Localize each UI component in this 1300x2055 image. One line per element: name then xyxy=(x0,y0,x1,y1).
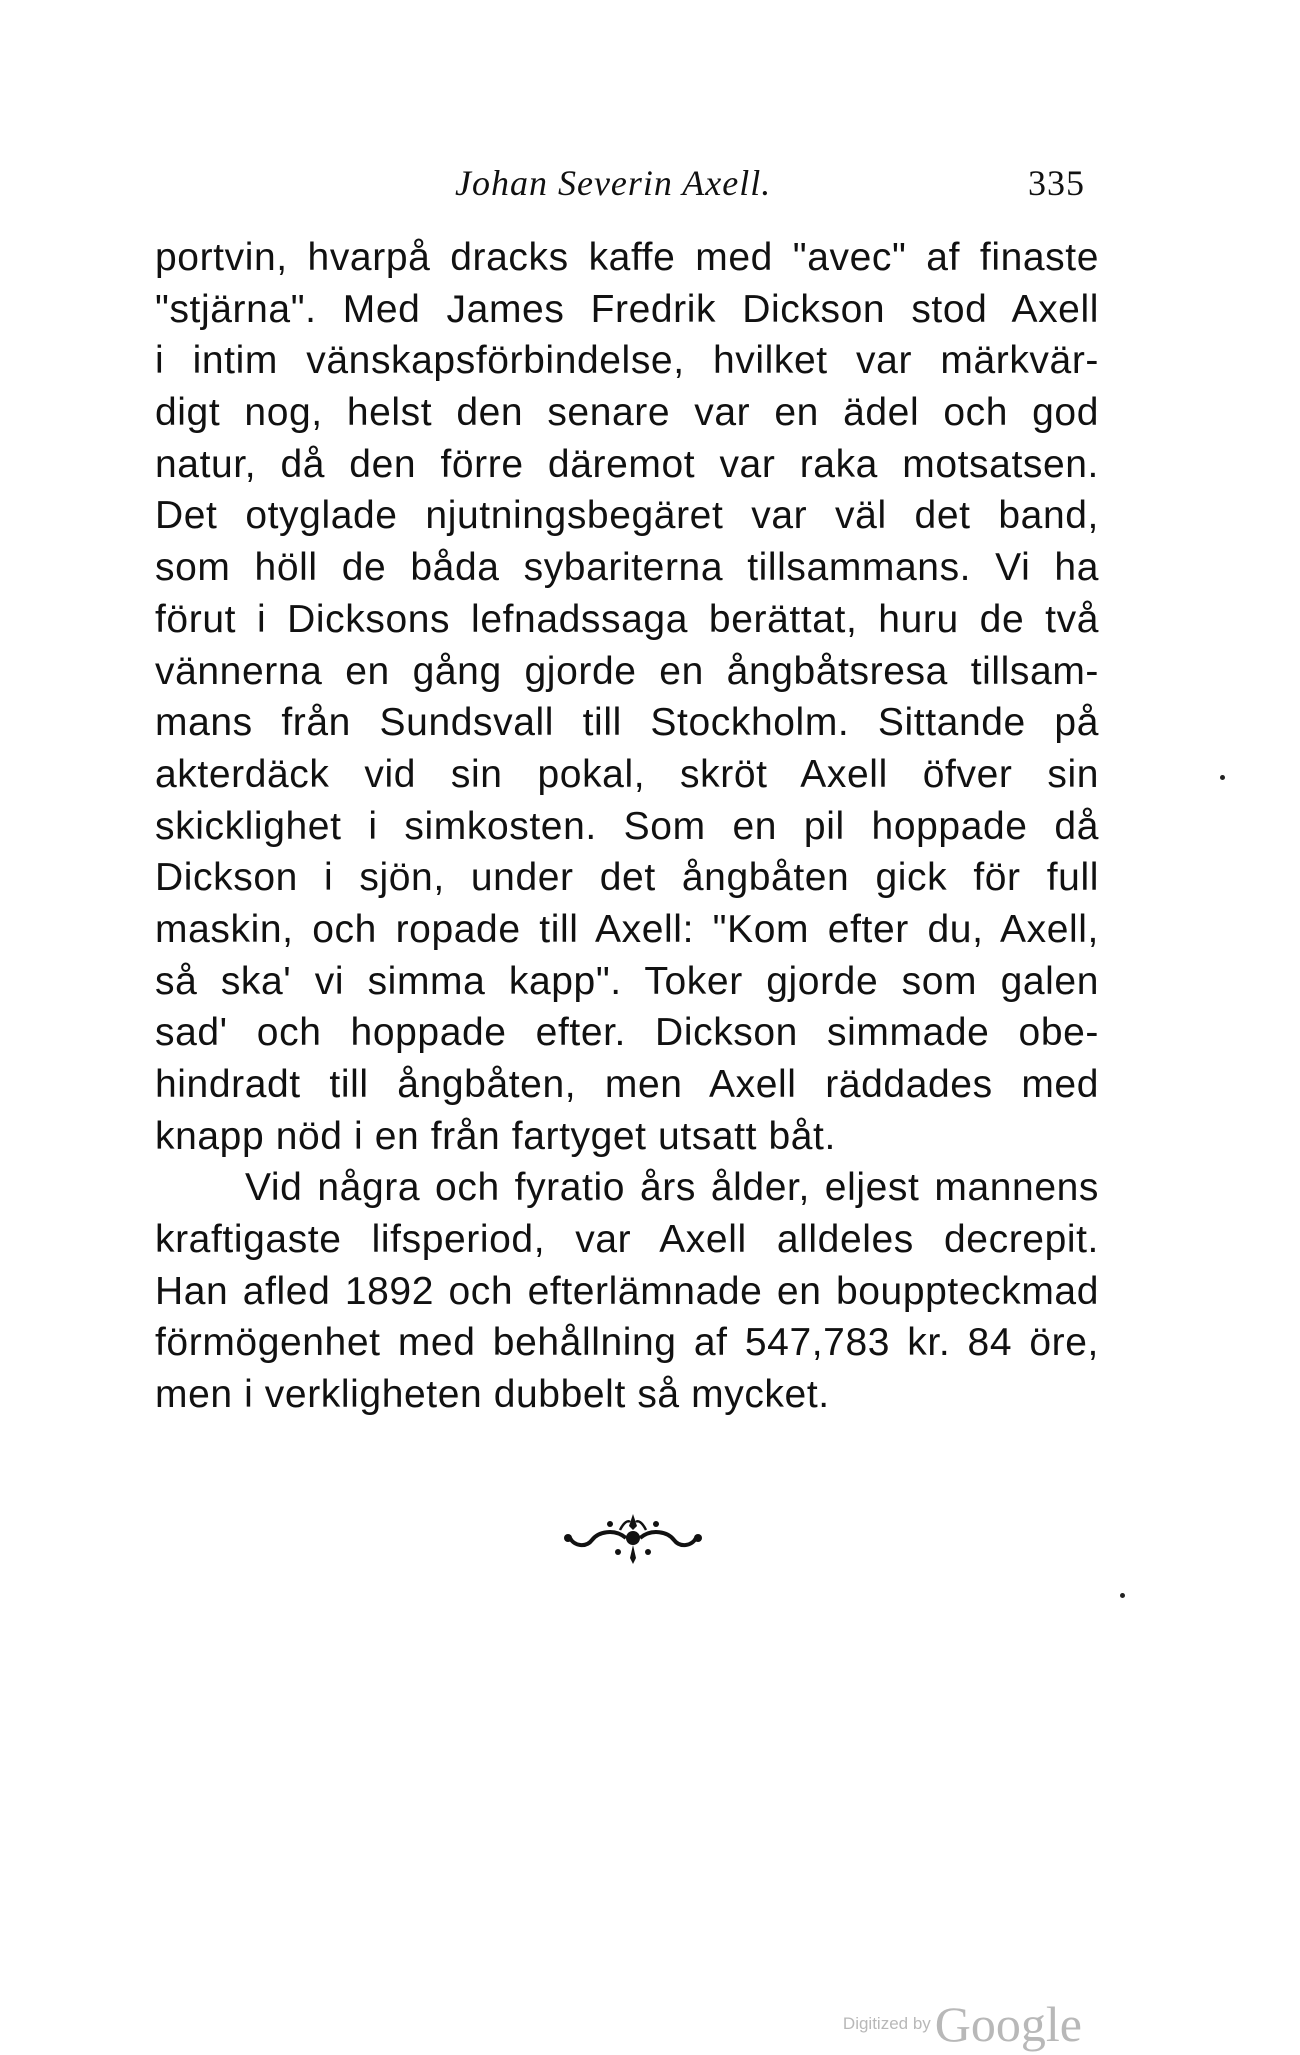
watermark-brand: Google xyxy=(934,1996,1082,2052)
text-line: som höll de båda sybariterna tillsammans. Vi ha xyxy=(155,546,1099,590)
text-line: men i verkligheten dubbelt så mycket. xyxy=(155,1373,830,1417)
text-line: Vid några och fyratio års ålder, eljest mannens xyxy=(245,1166,1099,1210)
running-title: Johan Severin Axell. xyxy=(455,163,772,203)
text-line: så ska' vi simma kapp". Toker gjorde som galen xyxy=(155,959,1099,1003)
text-line: digt nog, helst den senare var en ädel och god xyxy=(155,391,1099,435)
text-line: förut i Dicksons lefnadssaga berättat, huru de två xyxy=(155,597,1099,641)
margin-speck xyxy=(1220,775,1225,780)
text-line: Dickson i sjön, under det ångbåten gick för full xyxy=(155,856,1099,900)
text-line: kraftigaste lifsperiod, var Axell alldeles decrepit. xyxy=(155,1218,1099,1262)
text-line: förmögenhet med behållning af 547,783 kr. 84 öre, xyxy=(155,1321,1099,1365)
text-line: mans från Sundsvall till Stockholm. Sittande på xyxy=(155,701,1099,745)
text-line: maskin, och ropade till Axell: "Kom efter du, Axell, xyxy=(155,907,1099,951)
text-line: "stjärna". Med James Fredrik Dickson stod Axell xyxy=(155,287,1099,331)
body-text xyxy=(155,232,1099,1421)
text-line: i intim vänskapsförbindelse, hvilket var märkvär- xyxy=(155,339,1099,383)
text-line: Det otyglade njutningsbegäret var väl det band, xyxy=(155,494,1099,538)
watermark-prefix: Digitized by xyxy=(842,2014,931,2033)
text-line: sad' och hoppade efter. Dickson simmade obe- xyxy=(155,1011,1099,1055)
page-number: 335 xyxy=(1028,163,1085,203)
text-line: natur, då den förre däremot var raka motsatsen. xyxy=(155,442,1099,486)
text-line: hindradt till ångbåten, men Axell räddades med xyxy=(155,1063,1099,1106)
running-head xyxy=(155,162,1085,212)
text-line: vännerna en gång gjorde en ångbåtsresa tillsam- xyxy=(155,649,1099,693)
text-line: akterdäck vid sin pokal, skröt Axell öfver sin xyxy=(155,752,1099,796)
margin-speck xyxy=(1120,1593,1125,1598)
text-line: knapp nöd i en från fartyget utsatt båt. xyxy=(155,1114,836,1158)
text-line: Han afled 1892 och efterlämnade en bouppteckmad xyxy=(155,1269,1099,1313)
text-line: portvin, hvarpå dracks kaffe med "avec" af finaste xyxy=(155,236,1099,279)
google-watermark xyxy=(843,1995,1082,2053)
text-line: skicklighet i simkosten. Som en pil hoppade då xyxy=(155,804,1099,848)
fleuron-ornament-icon xyxy=(558,1508,708,1568)
